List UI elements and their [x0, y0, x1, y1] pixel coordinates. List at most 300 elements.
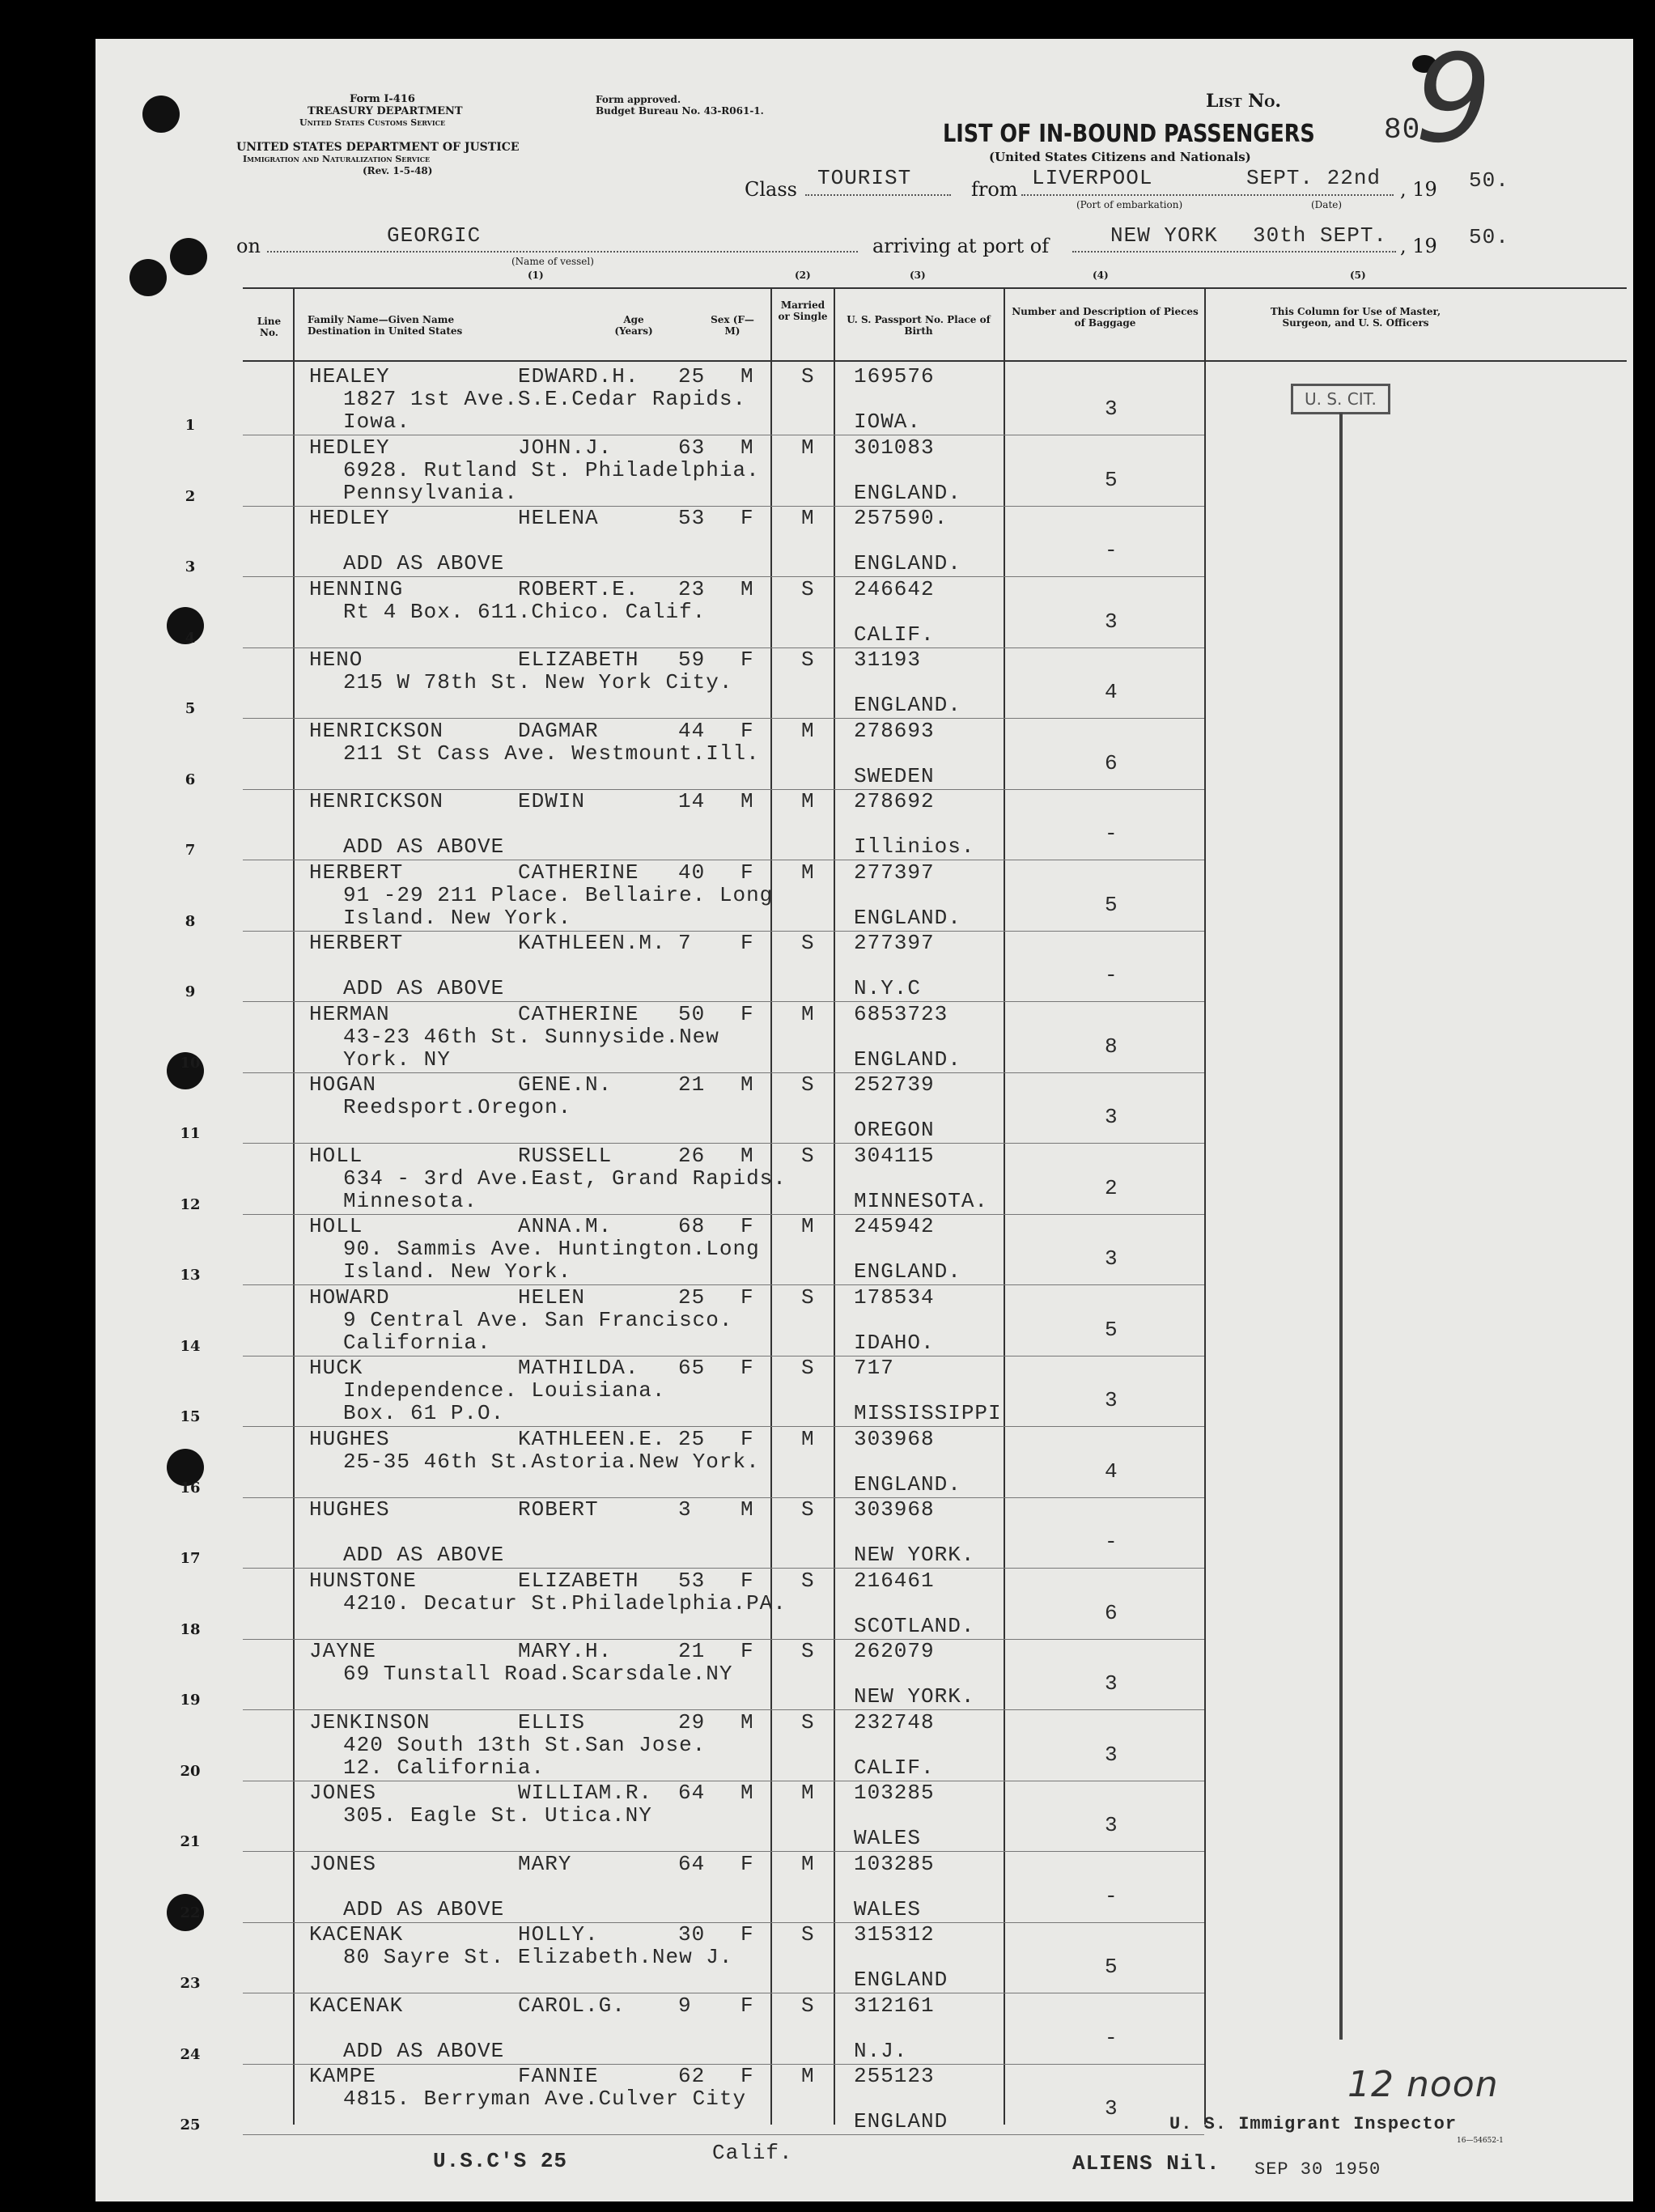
given-name: FANNIE	[518, 2064, 599, 2088]
baggage-count: 3	[1105, 397, 1118, 421]
passport-number: 31193	[854, 647, 922, 672]
line-number: 22	[180, 1904, 201, 1921]
age: 59	[678, 647, 706, 672]
col-rule	[1204, 287, 1206, 2125]
passport-number: 277397	[854, 860, 935, 885]
place-of-birth: WALES	[854, 1826, 922, 1850]
officer-check-line	[1339, 413, 1343, 2040]
header-married: Married or Single	[778, 299, 828, 322]
from-label: from	[971, 178, 1018, 201]
given-name: CAROL.G.	[518, 1993, 626, 2018]
passport-number: 278692	[854, 789, 935, 813]
destination-line-1: 4815. Berryman Ave.Culver City	[343, 2087, 747, 2111]
family-name: HOLL	[309, 1214, 363, 1238]
passport-number: 216461	[854, 1568, 935, 1593]
header-name: Family Name—Given Name Destination in United States	[308, 314, 463, 337]
baggage-count: 8	[1105, 1034, 1118, 1059]
class-label: Class	[745, 178, 797, 201]
baggage-count: 4	[1105, 680, 1118, 704]
family-name: HEDLEY	[309, 506, 390, 530]
port-caption: (Port of embarkation)	[1076, 199, 1183, 210]
baggage-count: 3	[1105, 2096, 1118, 2121]
destination-line-2: Island. New York.	[343, 1259, 572, 1284]
marital-status: S	[801, 1143, 815, 1168]
passport-number: 301083	[854, 435, 935, 460]
sex: F	[741, 1214, 754, 1238]
family-name: HENNING	[309, 576, 404, 601]
list-number: 80	[1384, 113, 1421, 146]
baggage-count: 6	[1105, 750, 1118, 775]
baggage-count: 3	[1105, 1246, 1118, 1271]
destination-line-2: ADD AS ABOVE	[343, 551, 505, 575]
marital-status: S	[801, 1497, 815, 1522]
header-officers: This Column for Use of Master, Surgeon, and U. S. Officers	[1270, 306, 1441, 329]
date-caption: (Date)	[1311, 199, 1343, 210]
baggage-count: -	[1105, 1530, 1118, 1554]
line-number: 13	[180, 1267, 201, 1284]
table-top-rule	[243, 287, 1627, 289]
class-value: TOURIST	[817, 166, 912, 190]
embarkation-year: 50.	[1469, 168, 1509, 193]
place-of-birth: NEW YORK.	[854, 1543, 975, 1567]
sex: M	[741, 1143, 754, 1168]
destination-line-1: 215 W 78th St. New York City.	[343, 670, 733, 694]
place-of-birth: Illinios.	[854, 834, 975, 859]
row-rule	[243, 1639, 1204, 1640]
marital-status: S	[801, 647, 815, 672]
line-number: 14	[180, 1337, 201, 1355]
baggage-count: 3	[1105, 1742, 1118, 1767]
passport-number: 245942	[854, 1214, 935, 1238]
sex: M	[741, 435, 754, 460]
given-name: EDWARD.H.	[518, 364, 639, 388]
header-line-no: Line No.	[257, 316, 282, 338]
destination-line-1: 6928. Rutland St. Philadelphia.	[343, 457, 760, 482]
col-num-1: (1)	[528, 270, 544, 281]
marital-status: M	[801, 860, 815, 885]
given-name: JOHN.J.	[518, 435, 613, 460]
place-of-birth: ENGLAND.	[854, 551, 961, 575]
passport-number: 103285	[854, 1851, 935, 1876]
place-of-birth: NEW YORK.	[854, 1684, 975, 1709]
sex: M	[741, 576, 754, 601]
baggage-count: 2	[1105, 1175, 1118, 1200]
family-name: HERBERT	[309, 931, 404, 955]
col-rule	[770, 287, 772, 2125]
given-name: RUSSELL	[518, 1143, 613, 1168]
place-of-birth: WALES	[854, 1896, 922, 1921]
given-name: ANNA.M.	[518, 1214, 613, 1238]
family-name: HEALEY	[309, 364, 390, 388]
given-name: WILLIAM.R.	[518, 1781, 653, 1805]
line-number: 3	[185, 558, 196, 575]
customs-service: United States Customs Service	[299, 117, 446, 128]
destination-line-2: ADD AS ABOVE	[343, 1543, 505, 1567]
sex: M	[741, 1781, 754, 1805]
marital-status: M	[801, 1214, 815, 1238]
header-age: Age (Years)	[614, 314, 653, 337]
destination-line-2: Island. New York.	[343, 905, 572, 930]
family-name: KACENAK	[309, 1922, 404, 1947]
place-of-birth: IOWA.	[854, 410, 922, 434]
family-name: HERMAN	[309, 1001, 390, 1026]
inspector-signature-line: U. S. Immigrant Inspector	[1169, 2114, 1458, 2134]
sex: F	[741, 1284, 754, 1310]
place-of-birth: IDAHO.	[854, 1330, 935, 1355]
line-number: 17	[180, 1550, 201, 1567]
line-number: 11	[180, 1125, 201, 1142]
passport-number: 103285	[854, 1781, 935, 1805]
family-name: HUCK	[309, 1356, 363, 1380]
destination-line-1: 634 - 3rd Ave.East, Grand Rapids.	[343, 1165, 787, 1191]
arrival-port: NEW YORK	[1110, 223, 1218, 248]
row-rule	[243, 2134, 1204, 2135]
family-name: HOGAN	[309, 1072, 377, 1097]
place-of-birth: N.J.	[854, 2038, 908, 2063]
marital-status: S	[801, 1993, 815, 2018]
sex: F	[741, 1993, 754, 2018]
row-rule	[243, 647, 1204, 648]
given-name: HOLLY.	[518, 1922, 599, 1947]
destination-line-2: ADD AS ABOVE	[343, 976, 505, 1000]
line-number: 19	[180, 1692, 201, 1709]
col-rule	[293, 287, 295, 2125]
baggage-count: 5	[1105, 1955, 1118, 1979]
destination-line-1: 420 South 13th St.San Jose.	[343, 1732, 707, 1757]
family-name: JAYNE	[309, 1639, 377, 1663]
place-of-birth: N.Y.C	[854, 976, 922, 1000]
given-name: CATHERINE	[518, 1001, 639, 1026]
place-of-birth: ENGLAND.	[854, 480, 961, 505]
treasury-dept: TREASURY DEPARTMENT	[308, 105, 463, 117]
sex: F	[741, 1922, 754, 1947]
passport-number: 252739	[854, 1072, 935, 1097]
given-name: CATHERINE	[518, 860, 639, 885]
given-name: EDWIN	[518, 789, 586, 813]
arrival-dots	[1072, 251, 1396, 253]
col-num-2: (2)	[795, 270, 811, 281]
baggage-count: 5	[1105, 467, 1118, 492]
destination-line-2: California.	[343, 1330, 491, 1355]
sex: M	[741, 1497, 754, 1522]
age: 21	[678, 1639, 706, 1663]
age: 26	[678, 1143, 706, 1168]
family-name: HUGHES	[309, 1426, 390, 1451]
marital-status: S	[801, 1639, 815, 1663]
sex: F	[741, 718, 754, 743]
punch-hole	[129, 259, 167, 296]
given-name: KATHLEEN.E.	[518, 1426, 666, 1451]
line-number: 16	[180, 1479, 201, 1497]
sex: F	[741, 1001, 754, 1026]
arriving-label: arriving at port of	[872, 235, 1050, 257]
age: 14	[678, 789, 706, 813]
given-name: DAGMAR	[518, 718, 599, 743]
baggage-count: -	[1105, 963, 1118, 987]
given-name: ELLIS	[518, 1709, 586, 1734]
col-rule	[834, 287, 835, 2125]
destination-line-1: 9 Central Ave. San Francisco.	[343, 1307, 733, 1332]
marital-status: M	[801, 1781, 815, 1805]
budget-bureau: Budget Bureau No. 43-R061-1.	[596, 105, 764, 117]
footer-calif: Calif.	[712, 2141, 793, 2165]
baggage-count: 6	[1105, 1600, 1118, 1625]
destination-line-2: York. NY	[343, 1047, 451, 1072]
passport-number: 303968	[854, 1497, 935, 1522]
given-name: ELIZABETH	[518, 647, 639, 672]
line-number: 4	[185, 629, 196, 647]
sex: M	[741, 1709, 754, 1734]
passport-number: 257590.	[854, 506, 948, 530]
sex: M	[741, 364, 754, 388]
line-number: 12	[180, 1195, 201, 1213]
destination-line-2: Minnesota.	[343, 1188, 478, 1213]
destination-line-1: 69 Tunstall Road.Scarsdale.NY	[343, 1662, 733, 1686]
baggage-count: 3	[1105, 1105, 1118, 1129]
line-number: 23	[180, 1975, 201, 1992]
line-number: 18	[180, 1620, 201, 1638]
age: 64	[678, 1851, 706, 1876]
baggage-count: 3	[1105, 1671, 1118, 1696]
age: 40	[678, 860, 706, 885]
line-number: 10	[180, 1054, 201, 1072]
passport-number: 246642	[854, 576, 935, 601]
place-of-birth: CALIF.	[854, 622, 935, 647]
aliens-count: ALIENS Nil.	[1072, 2151, 1220, 2176]
age: 25	[678, 1426, 706, 1451]
destination-line-2: Pennsylvania.	[343, 480, 518, 505]
line-number: 8	[185, 912, 196, 930]
family-name: HUNSTONE	[309, 1568, 417, 1593]
baggage-count: 3	[1105, 1388, 1118, 1412]
destination-line-1: Reedsport.Oregon.	[343, 1095, 572, 1119]
age: 9	[678, 1993, 692, 2018]
marital-status: S	[801, 931, 815, 955]
age: 21	[678, 1072, 706, 1097]
embarkation-date: SEPT. 22nd	[1246, 166, 1381, 190]
col-num-3: (3)	[910, 270, 926, 281]
age: 63	[678, 435, 706, 460]
passport-number: 169576	[854, 364, 935, 388]
class-dots	[805, 194, 951, 196]
family-name: KACENAK	[309, 1993, 404, 2018]
baggage-count: 4	[1105, 1458, 1118, 1484]
col-rule	[1004, 287, 1005, 2125]
destination-line-2: 12. California.	[343, 1755, 545, 1780]
marital-status: M	[801, 2064, 815, 2088]
destination-line-1: 4210. Decatur St.Philadelphia.PA.	[343, 1590, 787, 1615]
header-passport: U. S. Passport No. Place of Birth	[847, 314, 991, 337]
place-of-birth: ENGLAND.	[854, 905, 961, 930]
place-of-birth: ENGLAND.	[854, 1259, 961, 1284]
justice-dept: UNITED STATES DEPARTMENT OF JUSTICE	[236, 141, 520, 154]
marital-status: M	[801, 1426, 815, 1451]
age: 62	[678, 2064, 706, 2088]
baggage-count: 5	[1105, 1317, 1118, 1342]
header-bottom-rule	[243, 360, 1627, 362]
destination-line-2: ADD AS ABOVE	[343, 1896, 505, 1921]
sex: F	[741, 1356, 754, 1380]
marital-status: M	[801, 789, 815, 813]
line-number: 2	[185, 487, 196, 505]
age: 53	[678, 1568, 706, 1593]
destination-line-2: Iowa.	[343, 410, 411, 434]
given-name: HELENA	[518, 506, 599, 530]
ins-service: Immigration and Naturalization Service	[243, 154, 431, 164]
sex: F	[741, 1568, 754, 1593]
family-name: KAMPE	[309, 2064, 377, 2088]
vessel-name: GEORGIC	[387, 223, 482, 248]
destination-line-1: 305. Eagle St. Utica.NY	[343, 1803, 652, 1828]
passport-number: 312161	[854, 1993, 935, 2018]
approved-note: Form approved.	[596, 94, 681, 105]
place-of-birth: MINNESOTA.	[854, 1188, 989, 1213]
marital-status: S	[801, 576, 815, 601]
family-name: HOLL	[309, 1143, 363, 1168]
line-number: 20	[180, 1762, 201, 1780]
header-baggage: Number and Description of Pieces of Baggage	[1012, 306, 1199, 329]
arrival-year: 50.	[1469, 225, 1509, 249]
sex: F	[741, 1639, 754, 1663]
line-number: 25	[180, 2116, 201, 2133]
line-number: 9	[185, 983, 196, 1000]
family-name: HOWARD	[309, 1284, 390, 1310]
sex: F	[741, 1851, 754, 1876]
place-of-birth: ENGLAND	[854, 1968, 948, 1992]
header-sex: Sex (F—M)	[711, 314, 754, 337]
destination-line-1: 80 Sayre St. Elizabeth.New J.	[343, 1945, 733, 1969]
vessel-dots	[267, 251, 858, 253]
form-number: Form I-416	[350, 93, 415, 105]
punch-hole	[142, 96, 180, 133]
age: 7	[678, 931, 692, 955]
passport-number: 278693	[854, 718, 935, 743]
line-number: 7	[185, 842, 196, 859]
family-name: HERBERT	[309, 860, 404, 885]
age: 3	[678, 1497, 692, 1522]
on-label: on	[236, 235, 261, 257]
col-num-5: (5)	[1350, 270, 1366, 281]
place-of-birth: ENGLAND.	[854, 1471, 961, 1497]
marital-status: M	[801, 718, 815, 743]
row-rule	[243, 1214, 1204, 1215]
vessel-caption: (Name of vessel)	[511, 256, 594, 267]
age: 23	[678, 576, 706, 601]
marital-status: S	[801, 364, 815, 388]
baggage-count: 3	[1105, 1813, 1118, 1837]
sex: F	[741, 1426, 754, 1451]
destination-line-1: 91 -29 211 Place. Bellaire. Long	[343, 882, 774, 907]
destination-line-1: Rt 4 Box. 611.Chico. Calif.	[343, 599, 707, 624]
given-name: ROBERT	[518, 1497, 599, 1522]
baggage-count: -	[1105, 538, 1118, 563]
given-name: KATHLEEN.M.	[518, 931, 666, 955]
family-name: JONES	[309, 1851, 377, 1876]
passport-number: 303968	[854, 1426, 935, 1451]
baggage-count: 5	[1105, 892, 1118, 917]
document-subtitle: (United States Citizens and Nationals)	[989, 150, 1251, 164]
passport-number: 262079	[854, 1639, 935, 1663]
from-dots	[1021, 194, 1394, 196]
given-name: ELIZABETH	[518, 1568, 639, 1593]
sex: F	[741, 2064, 754, 2088]
age: 64	[678, 1781, 706, 1805]
passport-number: 315312	[854, 1922, 935, 1947]
arrival-date: 30th SEPT.	[1253, 223, 1388, 248]
destination-line-1: 43-23 46th St. Sunnyside.New	[343, 1024, 719, 1049]
baggage-count: 3	[1105, 609, 1118, 634]
destination-line-2: ADD AS ABOVE	[343, 834, 505, 859]
place-of-birth: ENGLAND	[854, 2109, 948, 2133]
age: 65	[678, 1356, 706, 1380]
passport-number: 277397	[854, 931, 935, 955]
passport-number: 717	[854, 1356, 894, 1380]
sex: F	[741, 860, 754, 885]
destination-line-2: ADD AS ABOVE	[343, 2038, 505, 2063]
document-title: LIST OF IN-BOUND PASSENGERS	[943, 120, 1315, 148]
age: 53	[678, 506, 706, 530]
marital-status: S	[801, 1356, 815, 1380]
given-name: HELEN	[518, 1284, 586, 1310]
passport-number: 304115	[854, 1143, 935, 1168]
baggage-count: -	[1105, 822, 1118, 846]
family-name: HENO	[309, 647, 363, 672]
passport-number: 178534	[854, 1284, 935, 1310]
given-name: ROBERT.E.	[518, 576, 639, 601]
punch-hole	[170, 238, 207, 275]
family-name: HENRICKSON	[309, 718, 444, 743]
marital-status: M	[801, 506, 815, 530]
revision: (Rev. 1-5-48)	[363, 165, 433, 176]
sex: M	[741, 789, 754, 813]
col-num-4: (4)	[1093, 270, 1109, 281]
marital-status: S	[801, 1284, 815, 1310]
age: 25	[678, 364, 706, 388]
place-of-birth: MISSISSIPPI	[854, 1401, 1002, 1425]
destination-line-2: Box. 61 P.O.	[343, 1401, 505, 1425]
place-of-birth: OREGON	[854, 1118, 935, 1142]
sex: F	[741, 506, 754, 530]
line-number: 6	[185, 771, 196, 788]
age: 50	[678, 1001, 706, 1026]
year-prefix: , 19	[1400, 178, 1437, 201]
family-name: JONES	[309, 1781, 377, 1805]
age: 25	[678, 1284, 706, 1310]
destination-line-1: Independence. Louisiana.	[343, 1378, 666, 1403]
us-citizens-count: U.S.C'S 25	[433, 2149, 568, 2173]
row-rule	[243, 1143, 1204, 1144]
given-name: MARY	[518, 1851, 572, 1876]
baggage-count: -	[1105, 2025, 1118, 2050]
line-number: 1	[185, 417, 196, 434]
sex: M	[741, 1072, 754, 1097]
line-number: 5	[185, 700, 196, 717]
destination-line-1: 25-35 46th St.Astoria.New York.	[343, 1449, 760, 1474]
destination-line-1: 90. Sammis Ave. Huntington.Long	[343, 1237, 760, 1261]
given-name: MARY.H.	[518, 1639, 613, 1663]
place-of-birth: CALIF.	[854, 1755, 935, 1780]
baggage-count: -	[1105, 1883, 1118, 1908]
year-prefix: , 19	[1400, 235, 1437, 257]
list-no-label: List No.	[1206, 91, 1281, 112]
passport-number: 255123	[854, 2064, 935, 2088]
line-number: 15	[180, 1408, 201, 1425]
port-of-embarkation: LIVERPOOL	[1032, 166, 1153, 190]
destination-line-1: 211 St Cass Ave. Westmount.Ill.	[343, 741, 760, 766]
sex: F	[741, 647, 754, 672]
place-of-birth: ENGLAND.	[854, 1047, 961, 1072]
date-stamp: SEP 30 1950	[1254, 2159, 1381, 2180]
